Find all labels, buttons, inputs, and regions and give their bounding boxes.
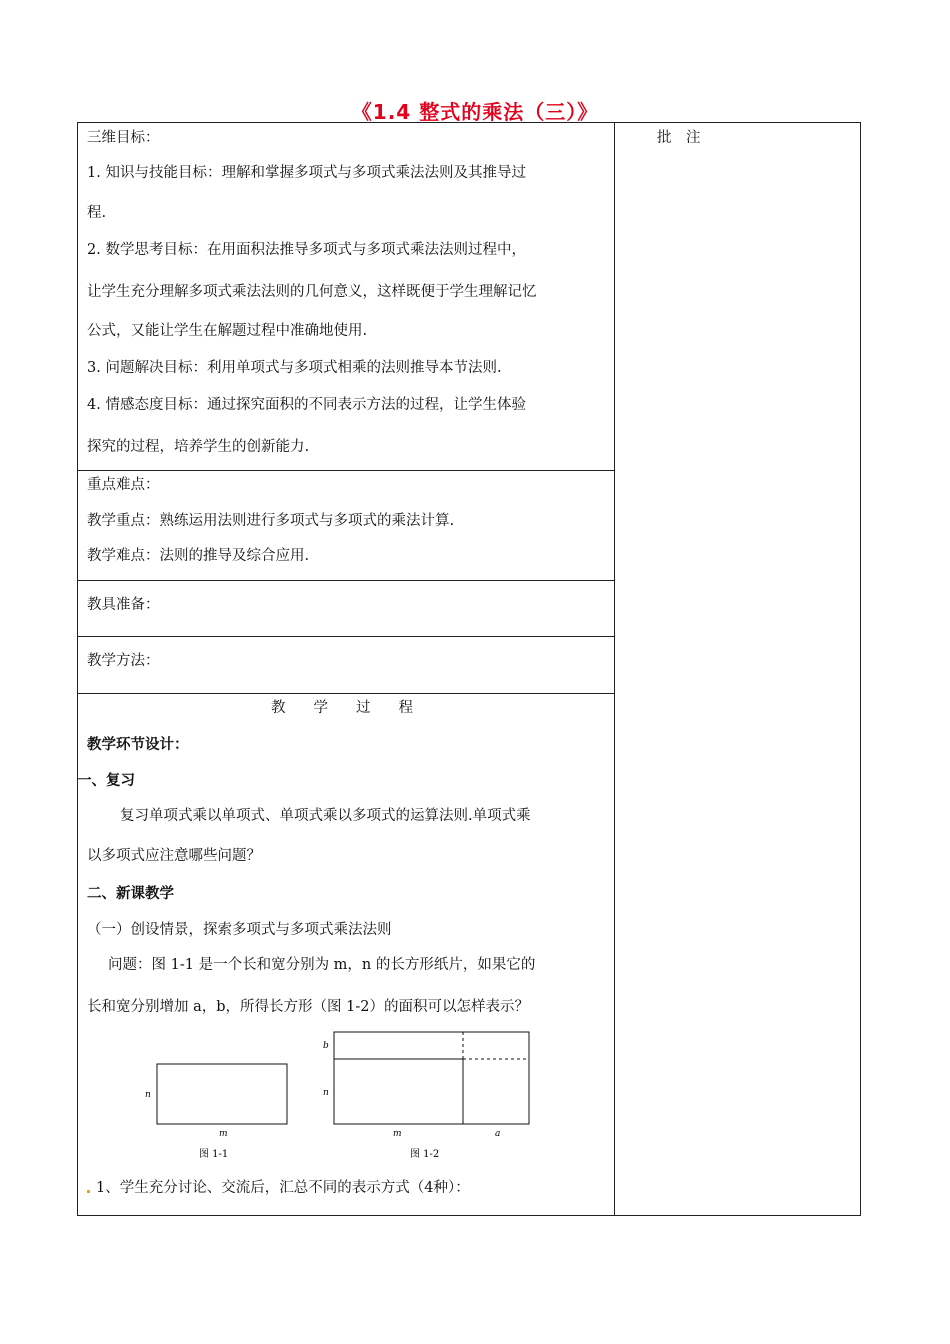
teaching-difficulty: 教学难点：法则的推导及综合应用. <box>87 548 310 564</box>
objectives-heading: 三维目标： <box>87 130 160 146</box>
objective-3: 3. 问题解决目标：利用单项式与多项式相乘的法则推导本节法则. <box>87 360 502 376</box>
objective-4: 4. 情感态度目标：通过探究面积的不同表示方法的过程，让学生体验 <box>87 397 526 413</box>
review-title: 一、复习 <box>77 773 135 789</box>
problem-line-1: 问题：图 1-1 是一个长和宽分别为 m，n 的长方形纸片，如果它的 <box>108 957 536 973</box>
problem-line-2: 长和宽分别增加 a，b，所得长方形（图 1-2）的面积可以怎样表示？ <box>87 999 529 1015</box>
teaching-focus: 教学重点：熟练运用法则进行多项式与多项式的乘法计算. <box>87 513 455 529</box>
teaching-method: 教学方法： <box>87 653 160 669</box>
design-heading: 教学环节设计： <box>87 737 189 753</box>
objective-2: 2. 数学思考目标：在用面积法推导多项式与多项式乘法法则过程中， <box>87 242 526 258</box>
notes-column-header: 批 注 <box>657 130 701 146</box>
objective-1: 1. 知识与技能目标：理解和掌握多项式与多项式乘法法则及其推导过 <box>87 165 526 181</box>
fig2-label-a: a <box>495 1129 501 1139</box>
new-lesson-title: 二、新课教学 <box>87 886 174 902</box>
bullet-dot <box>87 1190 90 1193</box>
process-heading: 教学过程 <box>271 700 441 716</box>
review-line-1: 复习单项式乘以单项式、单项式乘以多项式的运算法则.单项式乘 <box>120 808 531 824</box>
fig1-label-n: n <box>145 1090 151 1100</box>
rectangle-fig-1-2 <box>334 1032 529 1124</box>
objective-2-cont2: 公式，又能让学生在解题过程中准确地使用. <box>87 323 368 339</box>
column-divider <box>614 122 615 1216</box>
fig1-label-m: m <box>219 1129 228 1139</box>
review-line-2: 以多项式应注意哪些问题？ <box>87 848 261 864</box>
fig2-label-m: m <box>393 1129 402 1139</box>
row-divider <box>77 470 615 471</box>
key-points-heading: 重点难点： <box>87 477 160 493</box>
fig1-caption: 图 1-1 <box>199 1149 229 1160</box>
fig2-caption: 图 1-2 <box>410 1149 440 1160</box>
area-figures <box>130 1025 550 1165</box>
teaching-tools: 教具准备： <box>87 597 160 613</box>
step-1: 1、学生充分讨论、交流后，汇总不同的表示方式（4种）： <box>96 1180 470 1196</box>
rectangle-fig-1-1 <box>157 1064 287 1124</box>
page-title: 《1.4 整式的乘法（三）》 <box>351 100 599 124</box>
objective-2-cont: 让学生充分理解多项式乘法法则的几何意义，这样既便于学生理解记忆 <box>87 284 537 300</box>
objective-1-cont: 程. <box>87 205 107 221</box>
row-divider <box>77 580 615 581</box>
fig2-label-b: b <box>323 1041 329 1051</box>
subsection-1: （一）创设情景，探索多项式与多项式乘法法则 <box>87 922 392 938</box>
row-divider <box>77 636 615 637</box>
row-divider <box>77 693 615 694</box>
fig2-label-n: n <box>323 1088 329 1098</box>
objective-4-cont: 探究的过程，培养学生的创新能力. <box>87 439 310 455</box>
